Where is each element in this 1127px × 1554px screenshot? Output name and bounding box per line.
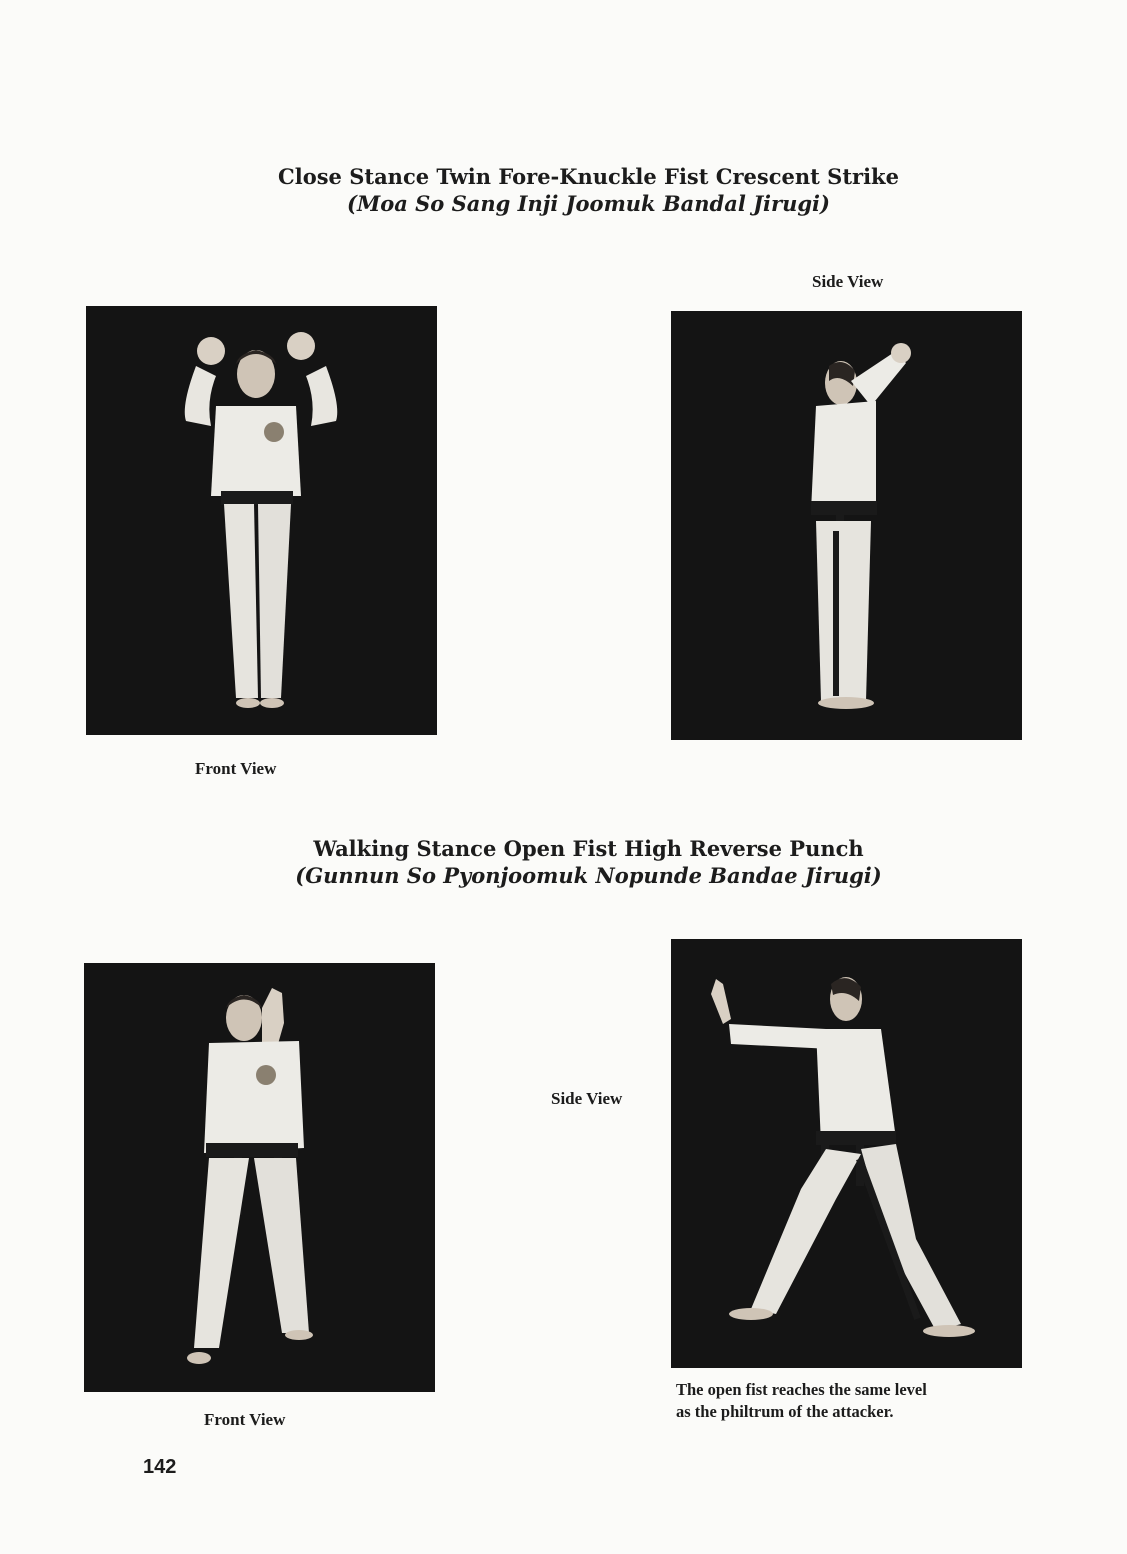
section2-note	[676, 1379, 1036, 1423]
section2-side-photo	[671, 939, 1022, 1368]
section2-title: Walking Stance Open Fist High Reverse Punch	[313, 836, 864, 861]
section2-front-caption: Front View	[204, 1410, 286, 1429]
section2-front-photo	[84, 963, 435, 1392]
section1-front-photo	[86, 306, 437, 735]
section2-subtitle: (Gunnun So Pyonjoomuk Nopunde Bandae Jirugi)	[295, 863, 882, 888]
section2-side-caption: Side View	[551, 1089, 623, 1108]
section1-front-caption: Front View	[195, 759, 277, 778]
page-number: 142	[143, 1456, 177, 1478]
section1-title: Close Stance Twin Fore-Knuckle Fist Crescent Strike	[278, 164, 899, 189]
section2-heading	[180, 835, 997, 889]
section1-side-caption: Side View	[812, 272, 884, 291]
section2-note-line1: The open fist reaches the same level	[676, 1380, 927, 1399]
figure-front-close-stance	[86, 306, 437, 735]
section2-note-line2: as the philtrum of the attacker.	[676, 1402, 894, 1421]
section1-subtitle: (Moa So Sang Inji Joomuk Bandal Jirugi)	[347, 191, 830, 216]
figure-side-walking-stance	[671, 939, 1022, 1368]
figure-side-close-stance	[671, 311, 1022, 740]
figure-front-walking-stance	[84, 963, 435, 1392]
section1-heading	[180, 163, 997, 217]
section1-side-photo	[671, 311, 1022, 740]
